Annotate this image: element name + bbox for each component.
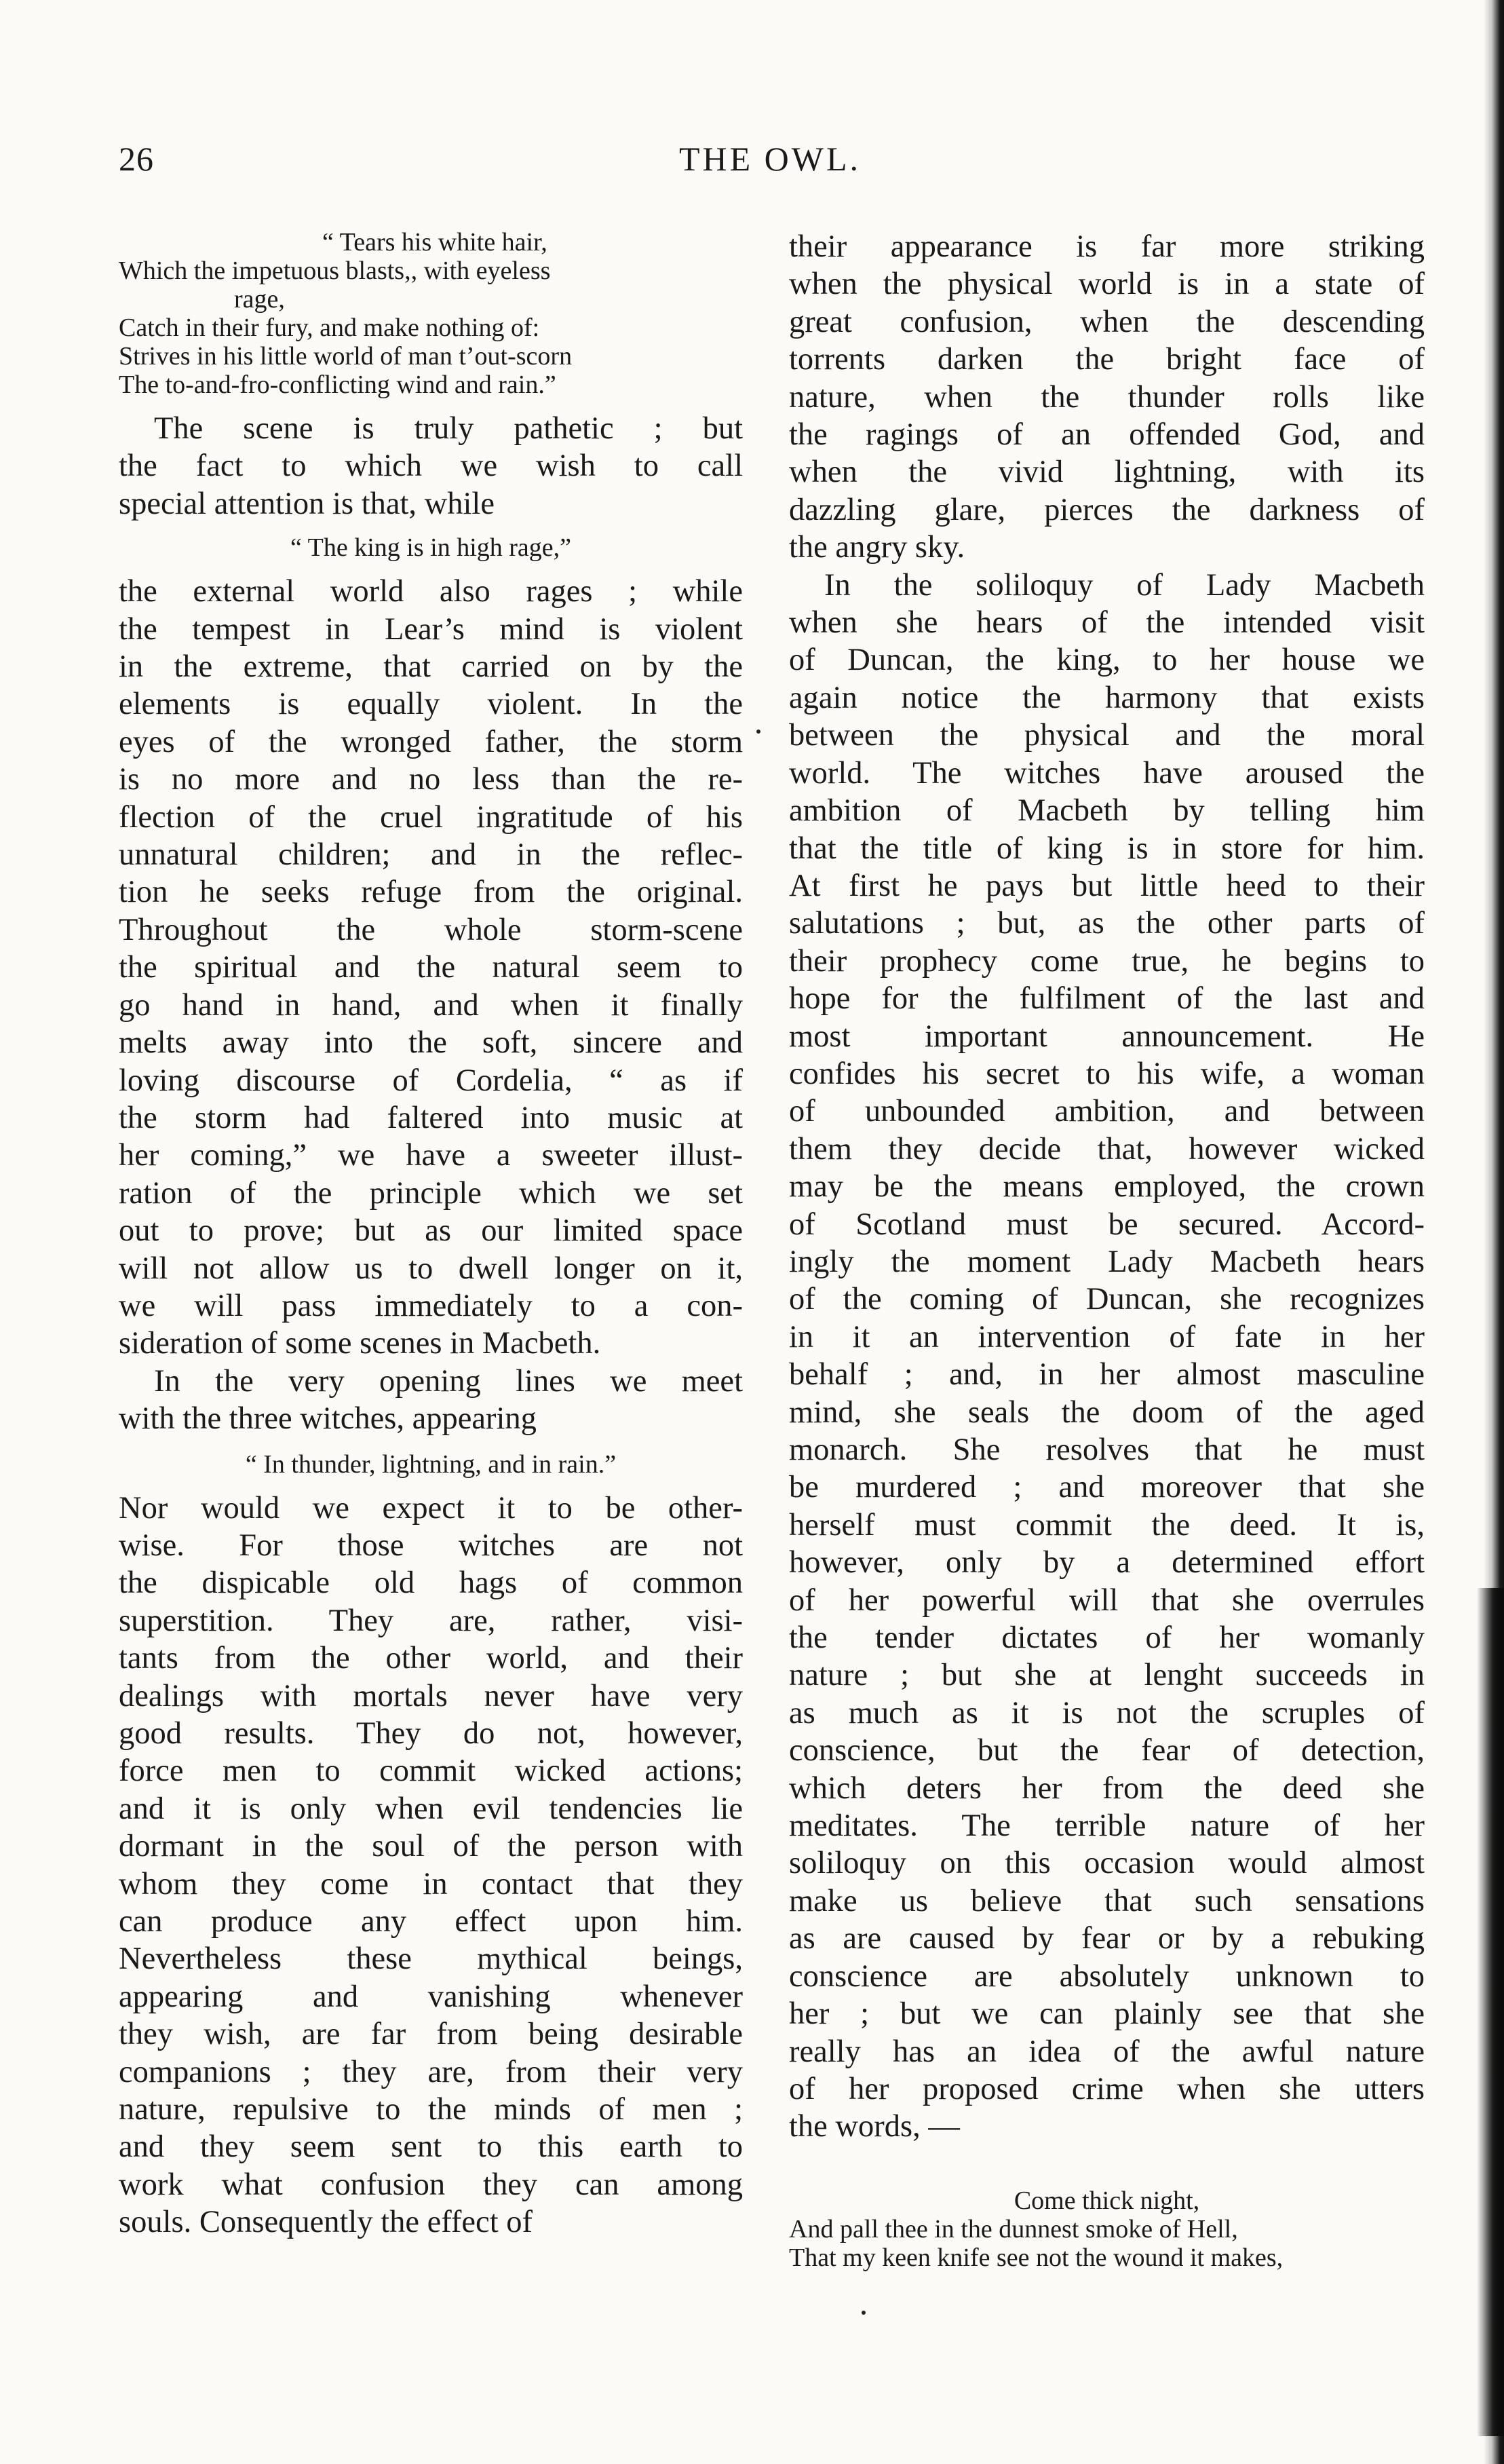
paragraph [119, 573, 743, 1363]
text-line: with the three witches, appearing [119, 1401, 537, 1437]
text-line: nature, repulsive to the minds of men ; [119, 2092, 743, 2127]
text-line: dealings with mortals never have very [119, 1678, 743, 1713]
text-line: of her proposed crime when she utters [789, 2071, 1425, 2106]
verse-quote-lear [119, 228, 743, 399]
text-line: meditates. The terrible nature of her [789, 1808, 1425, 1844]
text-line: behalf ; and, in her almost masculine [789, 1357, 1425, 1392]
text-line: herself must commit the deed. It is, [789, 1507, 1425, 1542]
text-line: as much as it is not the scruples of [789, 1695, 1425, 1730]
text-line: nature, when the thunder rolls like [789, 379, 1425, 415]
text-line: confides his secret to his wife, a woman [789, 1056, 1425, 1091]
text-line: their prophecy come true, he begins to [789, 943, 1425, 979]
text-line: of her powerful will that she overrules [789, 1582, 1425, 1618]
print-speck [862, 2311, 866, 2315]
text-line: flection of the cruel ingratitude of his [119, 799, 743, 835]
text-line: their appearance is far more striking [789, 229, 1425, 264]
verse-line: Which the impetuous blasts,, with eyeless [119, 257, 551, 285]
text-line: companions ; they are, from their very [119, 2054, 743, 2089]
text-line: the storm had faltered into music at [119, 1100, 743, 1135]
text-line: of unbounded ambition, and between [789, 1094, 1425, 1129]
text-line: the tender dictates of her womanly [789, 1620, 1425, 1656]
text-line: hope for the fulfilment of the last and [789, 981, 1425, 1017]
text-line: souls. Consequently the effect of [119, 2205, 533, 2240]
text-line: ingly the moment Lady Macbeth hears [789, 1244, 1425, 1279]
text-line: Throughout the whole storm-scene [119, 912, 743, 947]
text-line: torrents darken the bright face of [789, 342, 1425, 377]
text-line: In the soliloquy of Lady Macbeth [824, 567, 1425, 603]
text-line: her coming,” we have a sweeter illust- [119, 1138, 743, 1173]
text-line: the dispicable old hags of common [119, 1566, 743, 1601]
text-line: we will pass immediately to a con- [119, 1288, 743, 1323]
text-line: great confusion, when the descending [789, 304, 1425, 339]
verse-line: rage, [234, 285, 285, 314]
print-speck [756, 729, 760, 734]
text-line: in the extreme, that carried on by the [119, 649, 743, 685]
paragraph [119, 1363, 743, 1438]
text-line: melts away into the soft, sincere and [119, 1025, 743, 1061]
page-edge-shadow-dark [1477, 1588, 1504, 2436]
page-header [119, 139, 1421, 193]
text-line: superstition. They are, rather, visi- [119, 1603, 743, 1638]
text-line: conscience, but the fear of detection, [789, 1733, 1425, 1768]
text-line: is no more and no less than the re- [119, 762, 743, 797]
text-line: between the physical and the moral [789, 718, 1425, 753]
verse-line: The to-and-fro-conflicting wind and rain.” [119, 371, 556, 399]
text-line: tion he seeks refuge from the original. [119, 875, 743, 910]
text-line: out to prove; but as our limited space [119, 1213, 743, 1249]
right-column [789, 228, 1425, 2272]
text-line: and it is only when evil tendencies lie [119, 1791, 743, 1826]
verse-quote-macbeth [789, 2186, 1425, 2272]
page-number: 26 [119, 140, 154, 178]
text-line: ration of the principle which we set [119, 1175, 743, 1211]
text-line: elements is equally violent. In the [119, 687, 743, 722]
text-line: nature ; but she at lenght succeeds in [789, 1658, 1425, 1693]
text-line: when she hears of the intended visit [789, 605, 1425, 641]
text-line: force men to commit wicked actions; [119, 1754, 743, 1789]
text-line: unnatural children; and in the reflec- [119, 837, 743, 873]
text-line: of Duncan, the king, to her house we [789, 643, 1425, 678]
text-line: ambition of Macbeth by telling him [789, 793, 1425, 829]
text-line: Nevertheless these mythical beings, [119, 1941, 743, 1977]
text-line: soliloquy on this occasion would almost [789, 1846, 1425, 1881]
verse-line: Strives in his little world of man t’out-scorn [119, 342, 573, 371]
text-line: monarch. She resolves that he must [789, 1433, 1425, 1467]
verse-line: Catch in their fury, and make nothing of: [119, 314, 540, 342]
text-line: dormant in the soul of the person with [119, 1829, 743, 1864]
text-line: wise. For those witches are not [119, 1528, 743, 1563]
text-line: the ragings of an offended God, and [789, 417, 1425, 453]
paragraph [789, 228, 1425, 567]
text-line: In the very opening lines we meet [154, 1363, 743, 1399]
text-line: however, only by a determined effort [789, 1545, 1425, 1580]
text-line: the external world also rages ; while [119, 574, 743, 609]
text-line: will not allow us to dwell longer on it, [119, 1251, 743, 1286]
text-line: loving discourse of Cordelia, “ as if [119, 1063, 743, 1098]
text-line: the angry sky. [789, 530, 965, 565]
text-line: the tempest in Lear’s mind is violent [119, 611, 743, 647]
text-line: sideration of some scenes in Macbeth. [119, 1326, 601, 1361]
text-line: can produce any effect upon him. [119, 1904, 743, 1939]
running-title: THE OWL. [678, 140, 862, 178]
text-line: they wish, are far from being desirable [119, 2017, 743, 2052]
verse-line: And pall thee in the dunnest smoke of Hell, [789, 2214, 1238, 2243]
text-line: the spiritual and the natural seem to [119, 950, 743, 985]
text-line: when the vivid lightning, with its [789, 455, 1425, 490]
text-line: good results. They do not, however, [119, 1716, 743, 1751]
text-line: be murdered ; and moreover that she [789, 1470, 1425, 1505]
text-line: of Scotland must be secured. Accord- [789, 1207, 1425, 1242]
text-line: The scene is truly pathetic ; but [154, 411, 743, 446]
verse-line: “ Tears his white hair, [322, 228, 547, 257]
text-line: mind, she seals the doom of the aged [789, 1395, 1425, 1430]
text-line: whom they come in contact that they [119, 1866, 743, 1901]
text-line: go hand in hand, and when it finally [119, 987, 743, 1023]
text-line: most important announcement. He [789, 1019, 1425, 1054]
verse-line: Come thick night, [1014, 2186, 1200, 2215]
paragraph [789, 567, 1425, 2146]
text-line: when the physical world is in a state of [789, 267, 1425, 302]
text-line: appearing and vanishing whenever [119, 1979, 743, 2014]
text-line: really has an idea of the awful nature [789, 2034, 1425, 2069]
paragraph [119, 1490, 743, 2241]
text-line: which deters her from the deed she [789, 1770, 1425, 1806]
paragraph [119, 410, 743, 523]
text-line: salutations ; but, as the other parts of [789, 906, 1425, 941]
text-line: make us believe that such sensations [789, 1883, 1425, 1918]
text-line: of the coming of Duncan, she recognizes [789, 1282, 1425, 1317]
text-line: conscience are absolutely unknown to [789, 1958, 1425, 1994]
verse-line: That my keen knife see not the wound it makes, [789, 2243, 1284, 2272]
text-line: eyes of the wronged father, the storm [119, 724, 743, 759]
text-line: the fact to which we wish to call [119, 449, 743, 484]
left-column [119, 228, 743, 2241]
inline-quote: “ In thunder, lightning, and in rain.” [245, 1449, 617, 1479]
text-line: her ; but we can plainly see that she [789, 1996, 1425, 2032]
text-line: Nor would we expect it to be other- [119, 1490, 743, 1525]
text-line: in it an intervention of fate in her [789, 1319, 1425, 1354]
text-line: work what confusion they can among [119, 2167, 743, 2202]
text-line: and they seem sent to this earth to [119, 2129, 743, 2165]
text-line: may be the means employed, the crown [789, 1169, 1425, 1205]
text-line: them they decide that, however wicked [789, 1131, 1425, 1167]
text-line: the words, — [789, 2109, 960, 2144]
text-line: as are caused by fear or by a rebuking [789, 1921, 1425, 1956]
text-line: world. The witches have aroused the [789, 755, 1425, 791]
text-line: tants from the other world, and their [119, 1641, 743, 1676]
inline-quote: “ The king is in high rage,” [290, 533, 572, 563]
text-line: At first he pays but little heed to their [789, 868, 1425, 903]
text-line: again notice the harmony that exists [789, 680, 1425, 715]
text-line: special attention is that, while [119, 486, 495, 521]
text-line: dazzling glare, pierces the darkness of [789, 492, 1425, 527]
text-line: that the title of king is in store for him. [789, 831, 1425, 866]
